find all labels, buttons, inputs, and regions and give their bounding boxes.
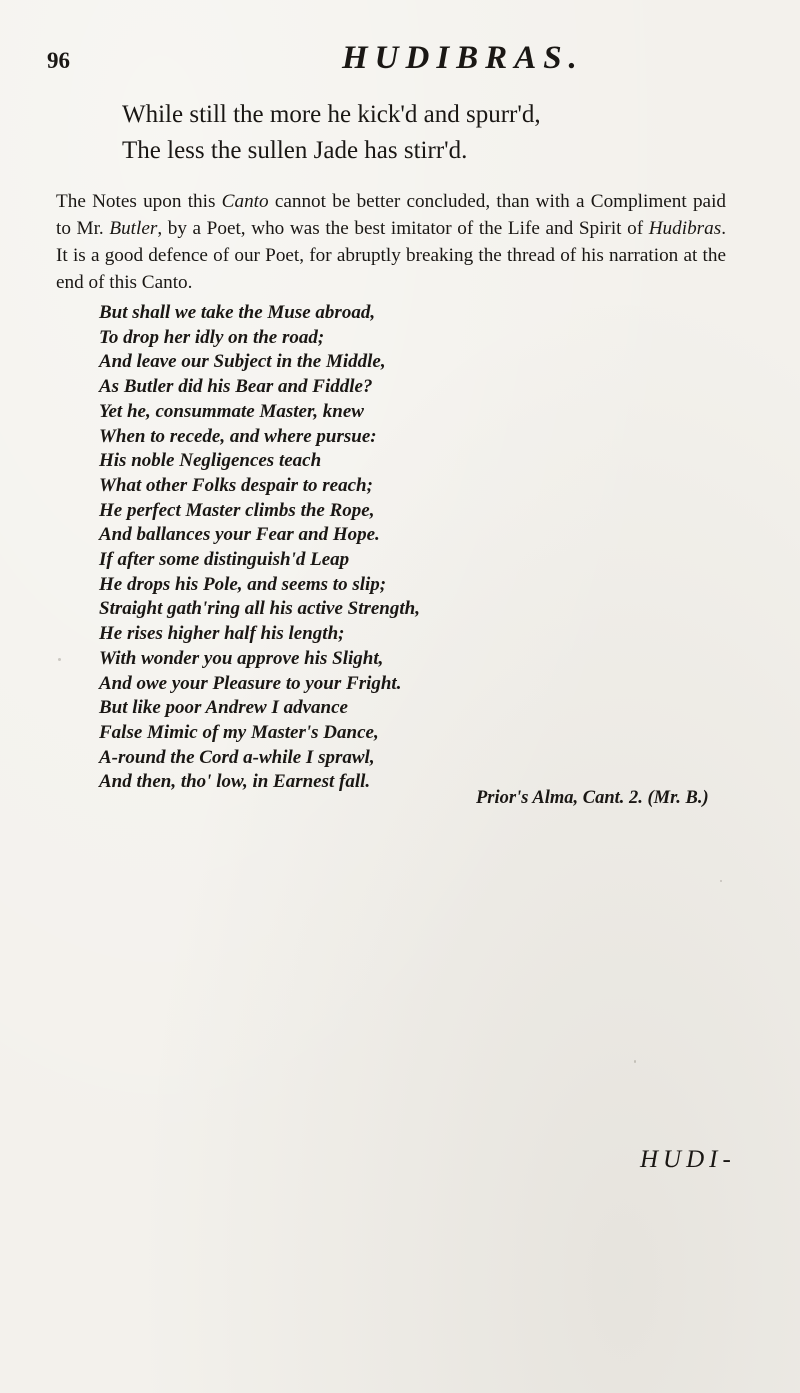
verse-line: While still the more he kick'd and spurr'd, xyxy=(122,101,541,128)
running-head: HUDIBRAS. xyxy=(342,40,584,76)
poem-line: What other Folks despair to reach; xyxy=(99,474,373,496)
note-text: . It is a good defence of our Poet, for abruptly breaking the thread of his narration at the end of this Canto. xyxy=(56,218,726,293)
poem-line: Yet he, consummate Master, knew xyxy=(99,400,364,422)
poem-line: If after some distinguish'd Leap xyxy=(99,549,350,571)
note-text: , by a Poet, who was the best imitator of the Life and Spirit of xyxy=(157,218,649,239)
poem-line: False Mimic of my Master's Dance, xyxy=(99,721,379,743)
note-italic-hudibras: Hudibras xyxy=(648,218,722,239)
poem-line: And leave our Subject in the Middle, xyxy=(99,351,386,373)
poem-line: Straight gath'ring all his active Strength, xyxy=(99,598,420,620)
editorial-note xyxy=(56,188,726,296)
poem-line: A-round the Cord a-while I sprawl, xyxy=(99,746,375,768)
verse-line: The less the sullen Jade has stirr'd. xyxy=(122,137,468,164)
poem-line: And owe your Pleasure to your Fright. xyxy=(99,672,402,694)
note-italic-butler: Butler xyxy=(109,218,158,239)
note-text: cannot be better concluded, than with a Compliment paid to Mr. xyxy=(56,191,726,239)
poem-line: And then, tho' low, in Earnest fall. xyxy=(99,771,371,793)
poem-line: But like poor Andrew I advance xyxy=(99,697,348,719)
poem-line: He drops his Pole, and seems to slip; xyxy=(99,573,387,595)
poem-line: When to recede, and where pursue: xyxy=(99,425,377,447)
verse-couplet xyxy=(122,97,541,169)
poem-line: His noble Negligences teach xyxy=(99,450,322,472)
poem-line: He rises higher half his length; xyxy=(99,623,345,645)
poem-line: With wonder you approve his Slight, xyxy=(99,647,384,669)
note-italic-canto: Canto xyxy=(221,191,269,212)
page-number: 96 xyxy=(47,48,70,73)
poem-line: And ballances your Fear and Hope. xyxy=(99,524,380,546)
poem-line: To drop her idly on the road; xyxy=(99,326,325,348)
catchword: HUDI- xyxy=(640,1146,736,1173)
paper-speck xyxy=(634,1060,636,1063)
paper-speck xyxy=(720,880,722,882)
note-text: The Notes upon this xyxy=(56,191,222,212)
poem-line: But shall we take the Muse abroad, xyxy=(99,302,376,323)
poem-citation: Prior's Alma, Cant. 2. (Mr. B.) xyxy=(476,788,709,808)
paper-speck xyxy=(58,658,61,661)
poem-line: As Butler did his Bear and Fiddle? xyxy=(99,376,373,398)
poem-line: He perfect Master climbs the Rope, xyxy=(99,499,375,521)
quoted-poem xyxy=(99,301,420,795)
